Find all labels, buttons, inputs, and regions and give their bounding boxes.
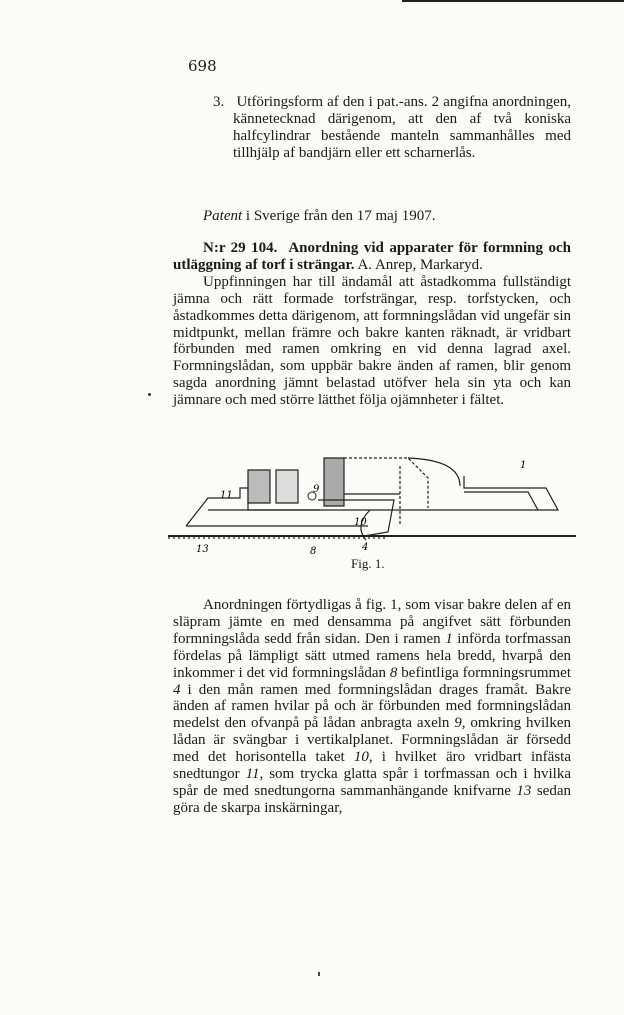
entry-number: N:r 29 104. (203, 240, 278, 256)
desc-text: befintliga formningsrummet (397, 664, 571, 681)
fig-label: 1 (520, 460, 527, 471)
ref-number: 9 (454, 715, 462, 732)
desc-text: införda torfmassan fördelas på lämpligt sätt utmed ramens hela bredd, hvarpå den inkommer i det vid formningslådan (173, 630, 571, 681)
desc-text: , omkring hvilken lådan är svängbar i vertikalplanet. Formningslådan är försedd med det horisontella taket (173, 715, 571, 766)
page-number: 698 (188, 57, 217, 75)
entry-applicant: A. Anrep, Markaryd. (357, 256, 483, 273)
claim-3 (173, 94, 571, 162)
claim-3-label: 3. (213, 94, 225, 110)
patent-line (173, 208, 571, 225)
desc-text: i den mån ramen med formningslådan drages framåt. Bakre änden af ramen hvilar på och är förbunden med formningslådan medelst den ofvanpå på lådan anbragta axeln (173, 681, 571, 732)
ref-number: 10 (353, 749, 369, 766)
entry-abstract: Uppfinningen har till ändamål att åstadkomma fullständigt jämna och rätt formade torfsträngar, resp. torfstycken, och åstadkommes detta därigenom, att formningslådan vid ungefär sin midtpunkt, mellan främre och bakre kanten räknadt, är vridbart förbunden med ramen omkring en vid denna lagrad axel. Formningslådan, som uppbär bakre änden af ramen, blir genom sagda anordning jämnt belastad utöfver hela sin yta och kan jämnare och med större lätthet följa ojämnheter i fältet. (173, 273, 571, 409)
top-rule (402, 0, 624, 2)
fig-label: 4 (362, 542, 369, 553)
figure-1-drawing (168, 448, 576, 563)
ref-number: 1 (445, 630, 453, 647)
patent-date: i Sverige från den 17 maj 1907. (245, 208, 436, 224)
entry-title: Anordning vid apparater för formning och utläggning af torf i strängar. (173, 240, 571, 273)
claim-3-text: Utföringsform af den i pat.-ans. 2 angifna anordningen, kännetecknad därigenom, att den af två koniska halfcylindrar bestående manteln sammanhålles med tillhjälp af bandjärn eller ett scharnerlås. (233, 94, 572, 161)
desc-text: , som trycka glatta spår i torfmassan och i hvilka spår de med snedtungorna sammanhängande knifvarne (173, 766, 571, 799)
fig-label: 9 (313, 484, 320, 495)
desc-text: , i hvilket äro vridbart infästa snedtungor (173, 749, 572, 783)
ref-number: 13 (516, 782, 532, 799)
figure-description (173, 597, 571, 817)
desc-text: Anordningen förtydligas å fig. 1, som visar bakre delen af en släpram jämte en med densamma på angifvet sätt förbunden formningslåda sedd från sidan. Den i ramen (173, 597, 571, 647)
patent-entry (173, 240, 571, 409)
margin-dot (148, 393, 151, 396)
ref-number: 8 (389, 664, 398, 681)
fig-label: 13 (196, 544, 209, 555)
fig-label: 10 (354, 517, 367, 528)
figure-caption: Fig. 1. (351, 556, 385, 571)
ref-number: 11 (245, 766, 260, 783)
ref-number: 4 (173, 681, 181, 698)
margin-mark (318, 972, 320, 976)
patent-word: Patent (203, 208, 243, 224)
fig-label: 8 (310, 546, 317, 557)
fig-label: 11 (220, 490, 233, 501)
desc-text: sedan göra de skarpa inskärningar, (173, 782, 571, 816)
